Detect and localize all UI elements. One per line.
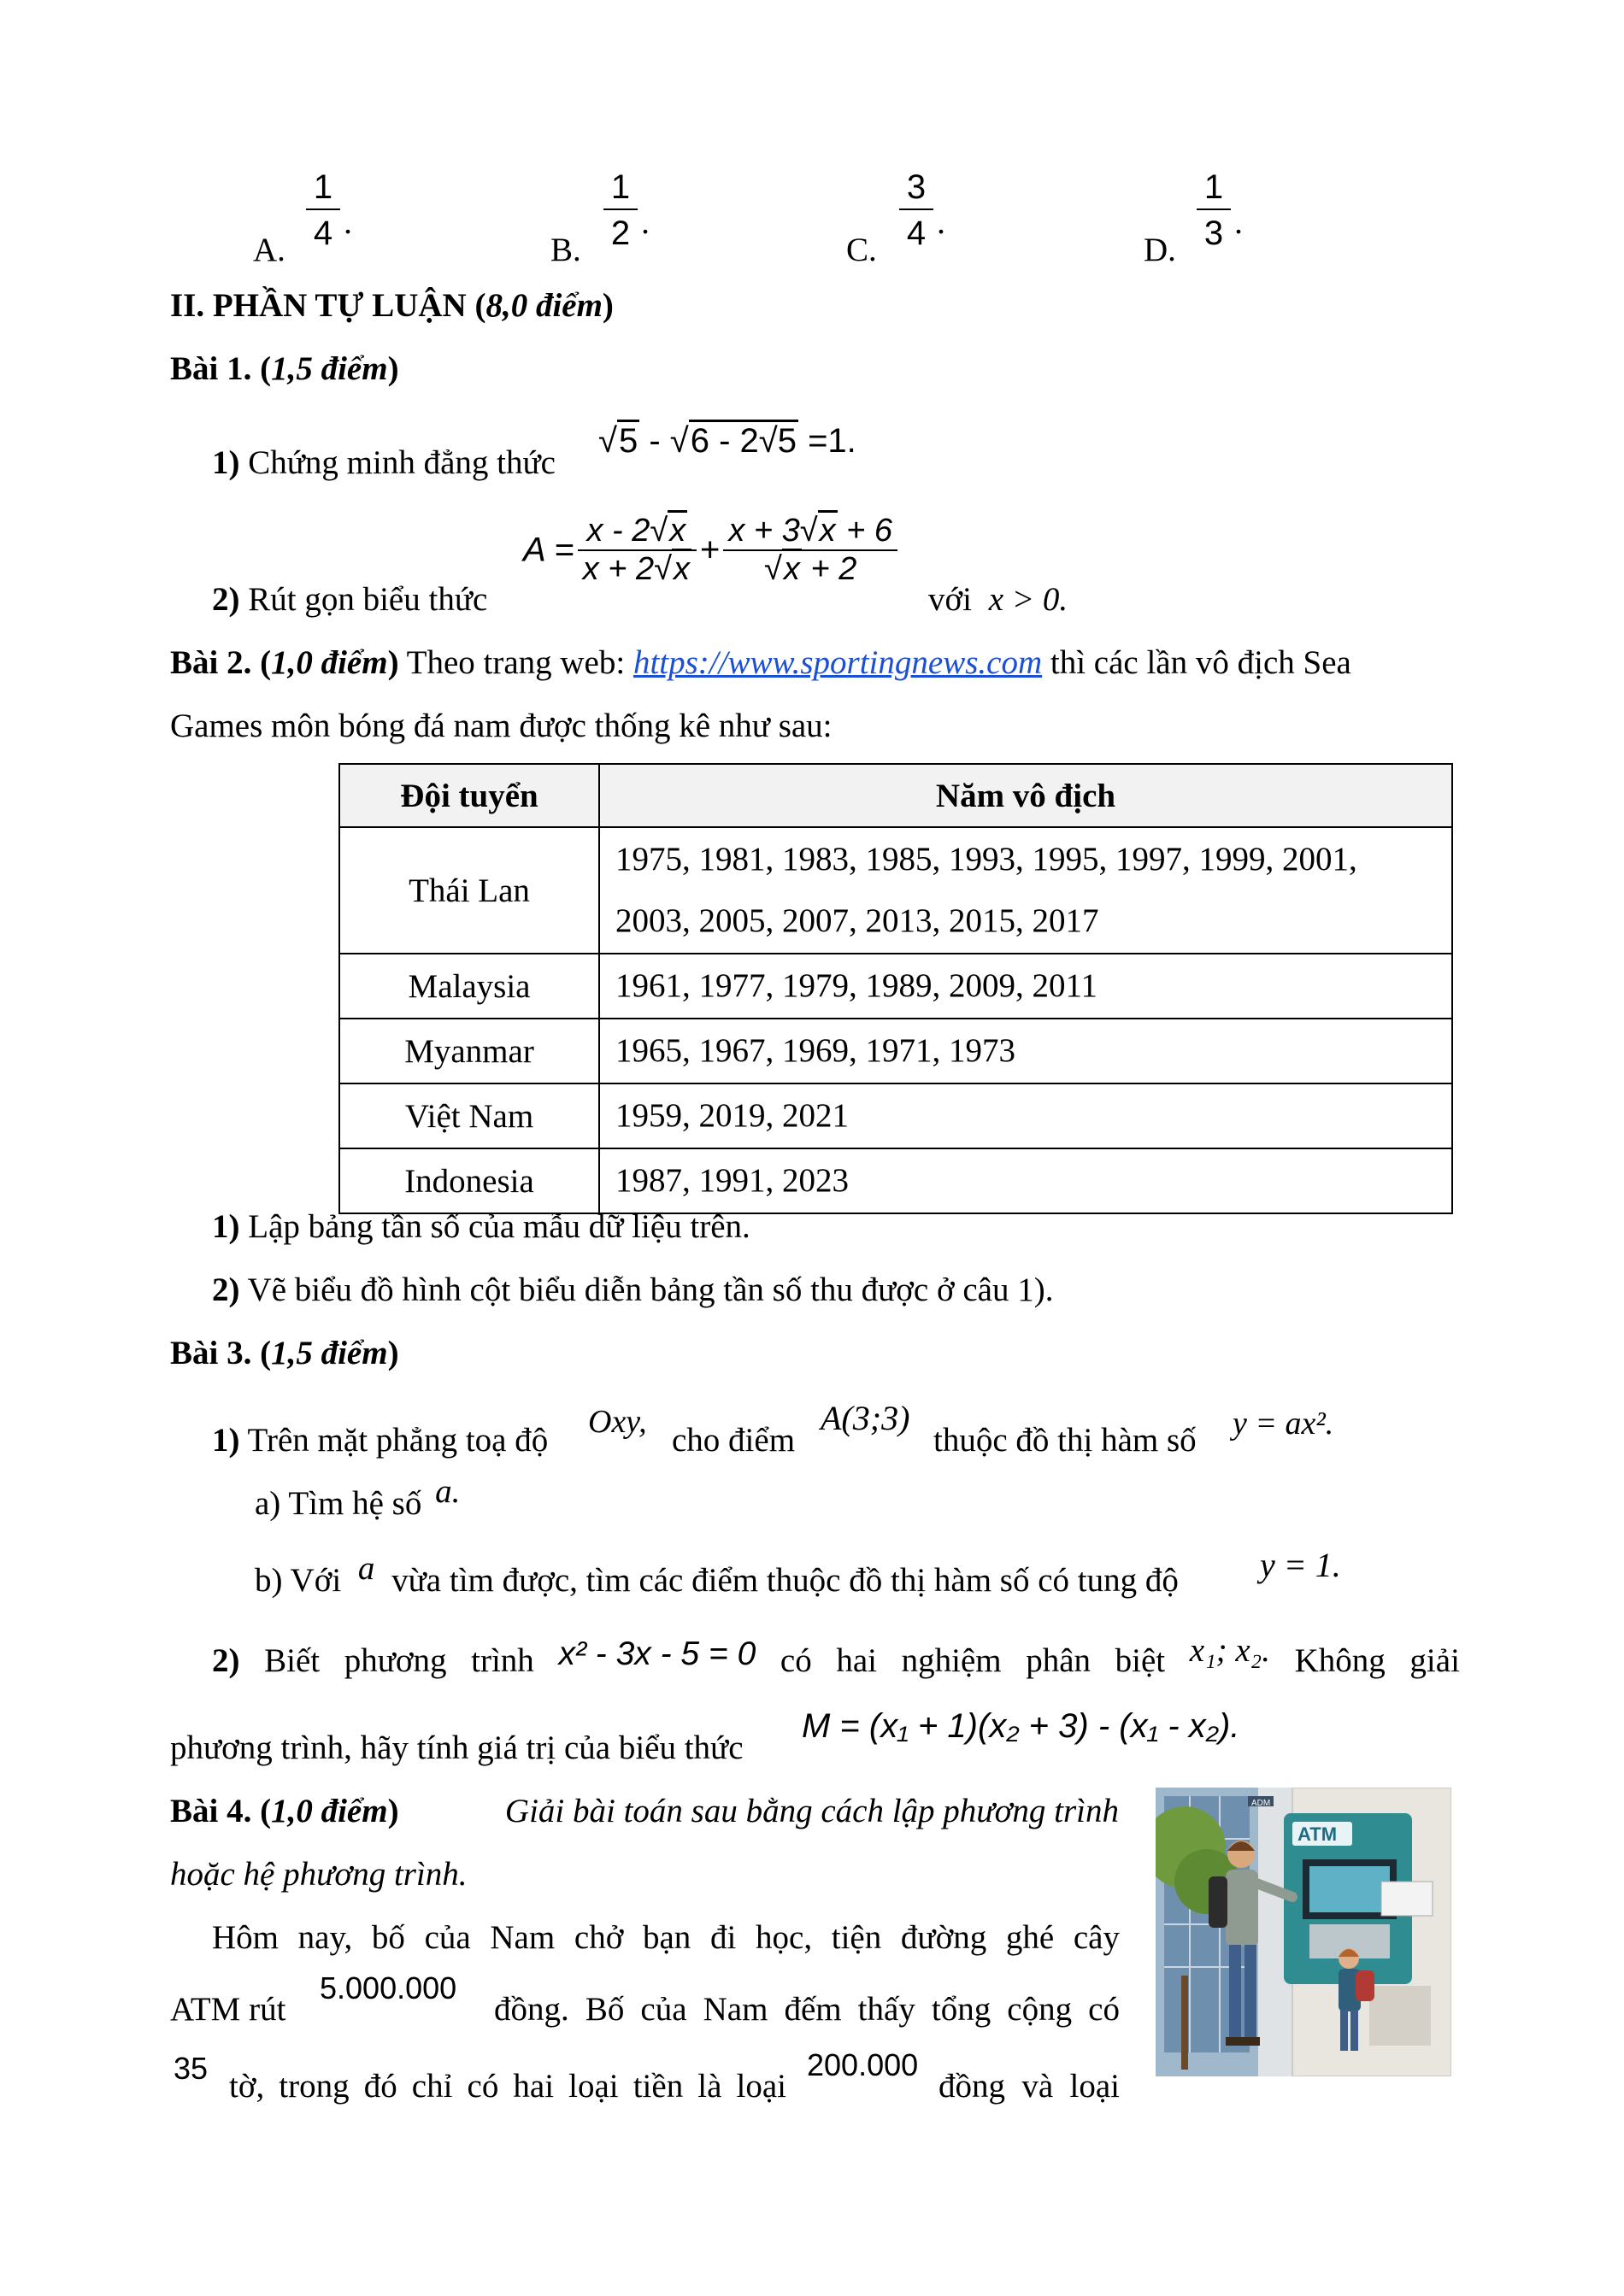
roots: x₁; x₂. bbox=[1189, 1632, 1270, 1669]
years-cell: 1975, 1981, 1983, 1985, 1993, 1995, 1997, 1999, 2001, 2003, 2005, 2007, 2013, 2015, 2017 bbox=[599, 827, 1452, 954]
fraction-numerator: 1 bbox=[610, 168, 631, 206]
section-title: II. PHẦN TỰ LUẬN (8,0 điểm) bbox=[170, 287, 614, 324]
choice-c: C. 3 4 . bbox=[846, 168, 945, 268]
choice-a: A. 1 4 . bbox=[253, 168, 352, 268]
bai1-title: Bài 1. (1,5 điểm) bbox=[170, 350, 399, 387]
bai3-q1: 1) Trên mặt phẳng toạ độ bbox=[212, 1422, 549, 1459]
choice-fraction bbox=[603, 167, 638, 253]
winners-table bbox=[338, 763, 1453, 1214]
fraction-2: $\frac{x + 3√x + 6}{√x + 2}$ bbox=[723, 513, 897, 588]
bai1-q2-expression: A = $\frac{x - 2√x}{x + 2√x}$ + $\frac{x + 3√x + 6}{√x + 2}$ bbox=[523, 513, 897, 588]
team-cell: Việt Nam bbox=[339, 1083, 599, 1148]
bai4-body-line3b: đồng và loại bbox=[939, 2068, 1120, 2105]
table-row bbox=[339, 954, 1452, 1019]
bai2-q2: 2) Vẽ biểu đồ hình cột biểu diễn bảng tần số thu được ở câu 1). bbox=[212, 1271, 1054, 1308]
bai4-body-line3a: tờ, trong đó chỉ có hai loại tiền là loại bbox=[229, 2068, 786, 2105]
atm-sign: ATM bbox=[1297, 1823, 1338, 1845]
bai2-q1: 1) Lập bảng tần số của mẫu dữ liệu trên. bbox=[212, 1208, 750, 1245]
point-a: A(3;3) bbox=[821, 1399, 910, 1437]
atm-image bbox=[1156, 1788, 1451, 2076]
bai1-q2: 2) Rút gọn biểu thức bbox=[212, 581, 488, 618]
fraction-denominator: 3 bbox=[1203, 214, 1224, 252]
fraction-bar bbox=[899, 208, 933, 210]
amount-value: 5.000.000 bbox=[320, 1970, 457, 2005]
bai4-body-line1: Hôm nay, bố của Nam chở bạn đi học, tiện đường ghé cây bbox=[212, 1919, 1120, 1956]
count-value: 35 bbox=[174, 2051, 209, 2086]
bai4-instruction-line2: hoặc hệ phương trình. bbox=[170, 1856, 468, 1893]
fraction-denominator: 4 bbox=[906, 214, 927, 252]
bai3-q2-line2: phương trình, hãy tính giá trị của biểu thức bbox=[170, 1729, 744, 1766]
choice-letter: C. bbox=[846, 232, 877, 268]
ordinate-eq: y = 1. bbox=[1260, 1546, 1341, 1584]
bai3-qa: a) Tìm hệ số a. bbox=[255, 1473, 461, 1522]
bai1-q1: 1) Chứng minh đẳng thức bbox=[212, 444, 556, 481]
fraction-numerator: 1 bbox=[1203, 168, 1224, 206]
fraction-numerator: 1 bbox=[313, 168, 333, 206]
choice-fraction bbox=[899, 167, 933, 253]
table-header-row bbox=[339, 764, 1452, 827]
fraction-bar bbox=[603, 208, 638, 210]
fraction-denominator: 2 bbox=[610, 214, 631, 252]
bai2-intro: Bài 2. (1,0 điểm) Theo trang web: https://www.sportingnews.com thì các lần vô địch Sea bbox=[170, 644, 1351, 681]
bai1-q1-equation: √5 - √6 - 2√5 =1. bbox=[598, 422, 856, 461]
table-row bbox=[339, 827, 1452, 954]
team-cell: Thái Lan bbox=[339, 827, 599, 954]
choice-d: D. 1 3 . bbox=[1144, 168, 1243, 268]
source-link[interactable]: https://www.sportingnews.com bbox=[633, 644, 1043, 681]
choice-b: B. 1 2 . bbox=[550, 168, 650, 268]
header-years: Năm vô địch bbox=[599, 764, 1452, 827]
table-row bbox=[339, 1083, 1452, 1148]
bai3-q2: 2) Biết phương trình x² - 3x - 5 = 0 có hai nghiệm phân biệt x₁; x₂. Không giải bbox=[212, 1632, 1460, 1679]
note-value: 200.000 bbox=[807, 2047, 919, 2082]
team-cell: Myanmar bbox=[339, 1019, 599, 1083]
bai3-q1-text-c: thuộc đồ thị hàm số bbox=[933, 1422, 1197, 1459]
table-row bbox=[339, 1148, 1452, 1213]
header-team: Đội tuyển bbox=[339, 764, 599, 827]
atm-illustration bbox=[1156, 1788, 1451, 2076]
bai3-title: Bài 3. (1,5 điểm) bbox=[170, 1335, 399, 1371]
oxy-label: Oxy, bbox=[588, 1404, 647, 1440]
years-cell: 1961, 1977, 1979, 1989, 2009, 2011 bbox=[599, 954, 1452, 1019]
years-cell: 1965, 1967, 1969, 1971, 1973 bbox=[599, 1019, 1452, 1083]
bai4-body-line2a: ATM rút bbox=[170, 1991, 286, 2028]
quadratic-eq: x² - 3x - 5 = 0 bbox=[558, 1635, 756, 1672]
team-cell: Malaysia bbox=[339, 954, 599, 1019]
fraction-denominator: 4 bbox=[313, 214, 333, 252]
bai1-q2-condition: với x > 0. bbox=[928, 581, 1068, 618]
fraction-1: $\frac{x - 2√x}{x + 2√x}$ bbox=[578, 513, 697, 588]
fraction-bar bbox=[306, 208, 340, 210]
bai3-qb: b) Với a vừa tìm được, tìm các điểm thuộc đồ thị hàm số có tung độ bbox=[255, 1550, 1179, 1599]
choice-letter: B. bbox=[550, 232, 581, 268]
fraction-numerator: 3 bbox=[906, 168, 927, 206]
choice-letter: A. bbox=[253, 232, 285, 268]
choice-fraction bbox=[1197, 167, 1231, 253]
years-cell: 1959, 2019, 2021 bbox=[599, 1083, 1452, 1148]
table-row bbox=[339, 1019, 1452, 1083]
fraction-bar bbox=[1197, 208, 1231, 210]
bai4-body-line2b: đồng. Bố của Nam đếm thấy tổng cộng có bbox=[494, 1991, 1120, 2028]
expression-m: M = (x₁ + 1)(x₂ + 3) - (x₁ - x₂). bbox=[802, 1707, 1240, 1745]
choice-letter: D. bbox=[1144, 232, 1176, 268]
team-cell: Indonesia bbox=[339, 1148, 599, 1213]
bai4-title: Bài 4. (1,0 điểm) Giải bài toán sau bằng cách lập phương trình bbox=[170, 1793, 1119, 1829]
building-sign: ADM bbox=[1251, 1799, 1271, 1808]
choice-fraction bbox=[306, 167, 340, 253]
function-eq: y = ax². bbox=[1233, 1406, 1334, 1442]
bai3-q1-text-b: cho điểm bbox=[672, 1422, 796, 1459]
years-cell: 1987, 1991, 2023 bbox=[599, 1148, 1452, 1213]
bai2-intro-line2: Games môn bóng đá nam được thống kê như sau: bbox=[170, 708, 833, 744]
